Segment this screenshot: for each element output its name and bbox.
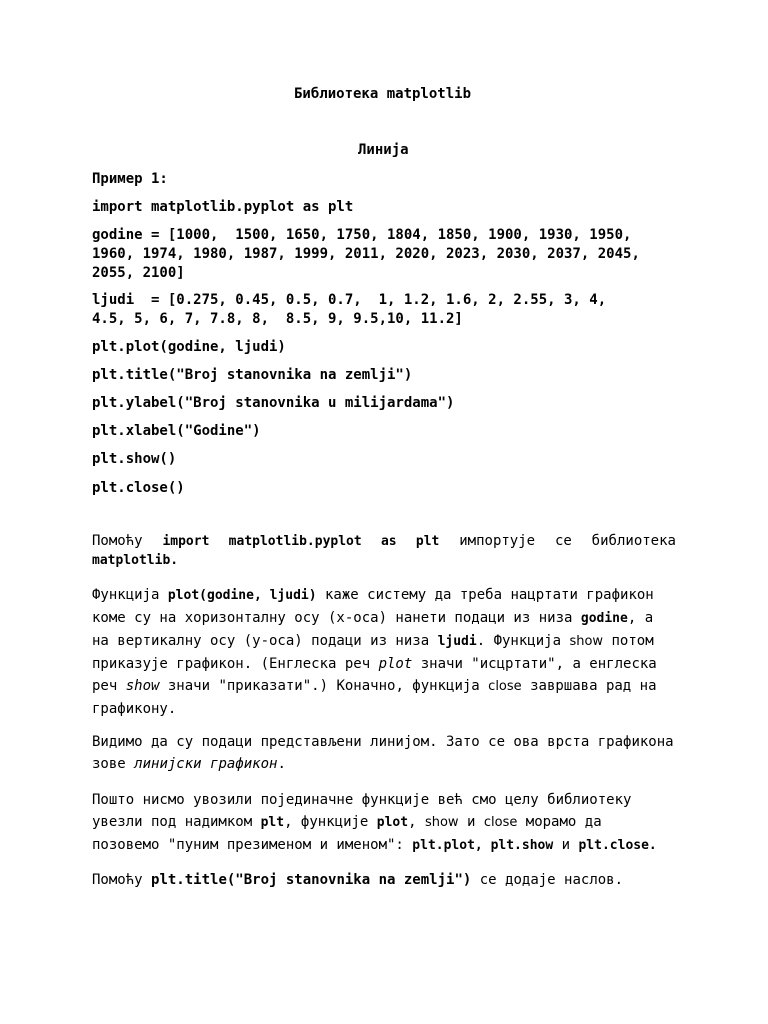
paragraph-full-names: Пошто нисмо увозили појединачне функције већ смо целу библиотеку увезли под надимком plt, функције plot, show и close морамо да позовемо "пуним презименом и именом": plt.plot, plt.show и plt.close. [92, 792, 657, 853]
inline-code: godine [580, 611, 628, 626]
code-ylabel-line: plt.ylabel("Broj stanovnika u milijardama") [92, 395, 455, 411]
inline-code: plt.title("Broj stanovnika na zemlji") [151, 872, 472, 888]
code-godine-line-3: 2055, 2100] [92, 265, 185, 281]
paragraph-import: Помоћу import matplotlib.pyplot as plt импортује се библиотека matplotlib. [92, 533, 676, 568]
code-godine-line-2: 1960, 1974, 1980, 1987, 1999, 2011, 2020, 2023, 2030, 2037, 2045, [92, 246, 640, 262]
inline-code: plt.plot, plt.show [412, 838, 554, 853]
example-label: Пример 1: [92, 171, 168, 187]
inline-code: matplotlib. [92, 553, 179, 568]
code-ljudi-line-1: ljudi = [0.275, 0.45, 0.5, 0.7, 1, 1.2, 1.6, 2, 2.55, 3, 4, [92, 292, 607, 308]
inline-code: plot [376, 815, 409, 830]
inline-code: plot(godine, ljudi) [167, 588, 317, 603]
paragraph-plot-function: Функција plot(godine, ljudi) каже систему да треба нацртати графикон коме су на хоризонталну осу (x-оса) нанети подаци из низа godine, а на вертикалну осу (y-оса) подаци из низа ljudi. Функција show потом приказује графикон. (Енглеска реч plot значи "исцртати", а енглеска реч show значи "приказати".) Коначно, функција close завршава рад на графикону. [92, 587, 657, 717]
code-import-line: import matplotlib.pyplot as plt [92, 199, 354, 215]
code-title-line: plt.title("Broj stanovnika na zemlji") [92, 367, 413, 383]
paragraph-title: Помоћу plt.title("Broj stanovnika na zemlji") се додаје наслов. [92, 872, 624, 888]
code-show-line: plt.show() [92, 451, 177, 467]
paragraph-line-chart: Видимо да су подаци представљени линијом. Зато се ова врста графикона зове линијски графикон. [92, 734, 674, 772]
code-ljudi-line-2: 4.5, 5, 6, 7, 7.8, 8, 8.5, 9, 9.5,10, 11.2] [92, 311, 463, 327]
code-close-line: plt.close() [92, 480, 185, 496]
inline-code: ljudi [437, 634, 477, 649]
code-godine-line-1: godine = [1000, 1500, 1650, 1750, 1804, 1850, 1900, 1930, 1950, [92, 227, 632, 243]
section-heading: Линија [358, 142, 409, 158]
document-title: Библиотека matplotlib [294, 86, 472, 102]
code-xlabel-line: plt.xlabel("Godine") [92, 423, 261, 439]
inline-code: plt.close. [578, 838, 657, 853]
code-plot-line: plt.plot(godine, ljudi) [92, 339, 286, 355]
inline-code: import matplotlib.pyplot as plt [162, 534, 440, 549]
inline-code: plt [260, 815, 285, 830]
